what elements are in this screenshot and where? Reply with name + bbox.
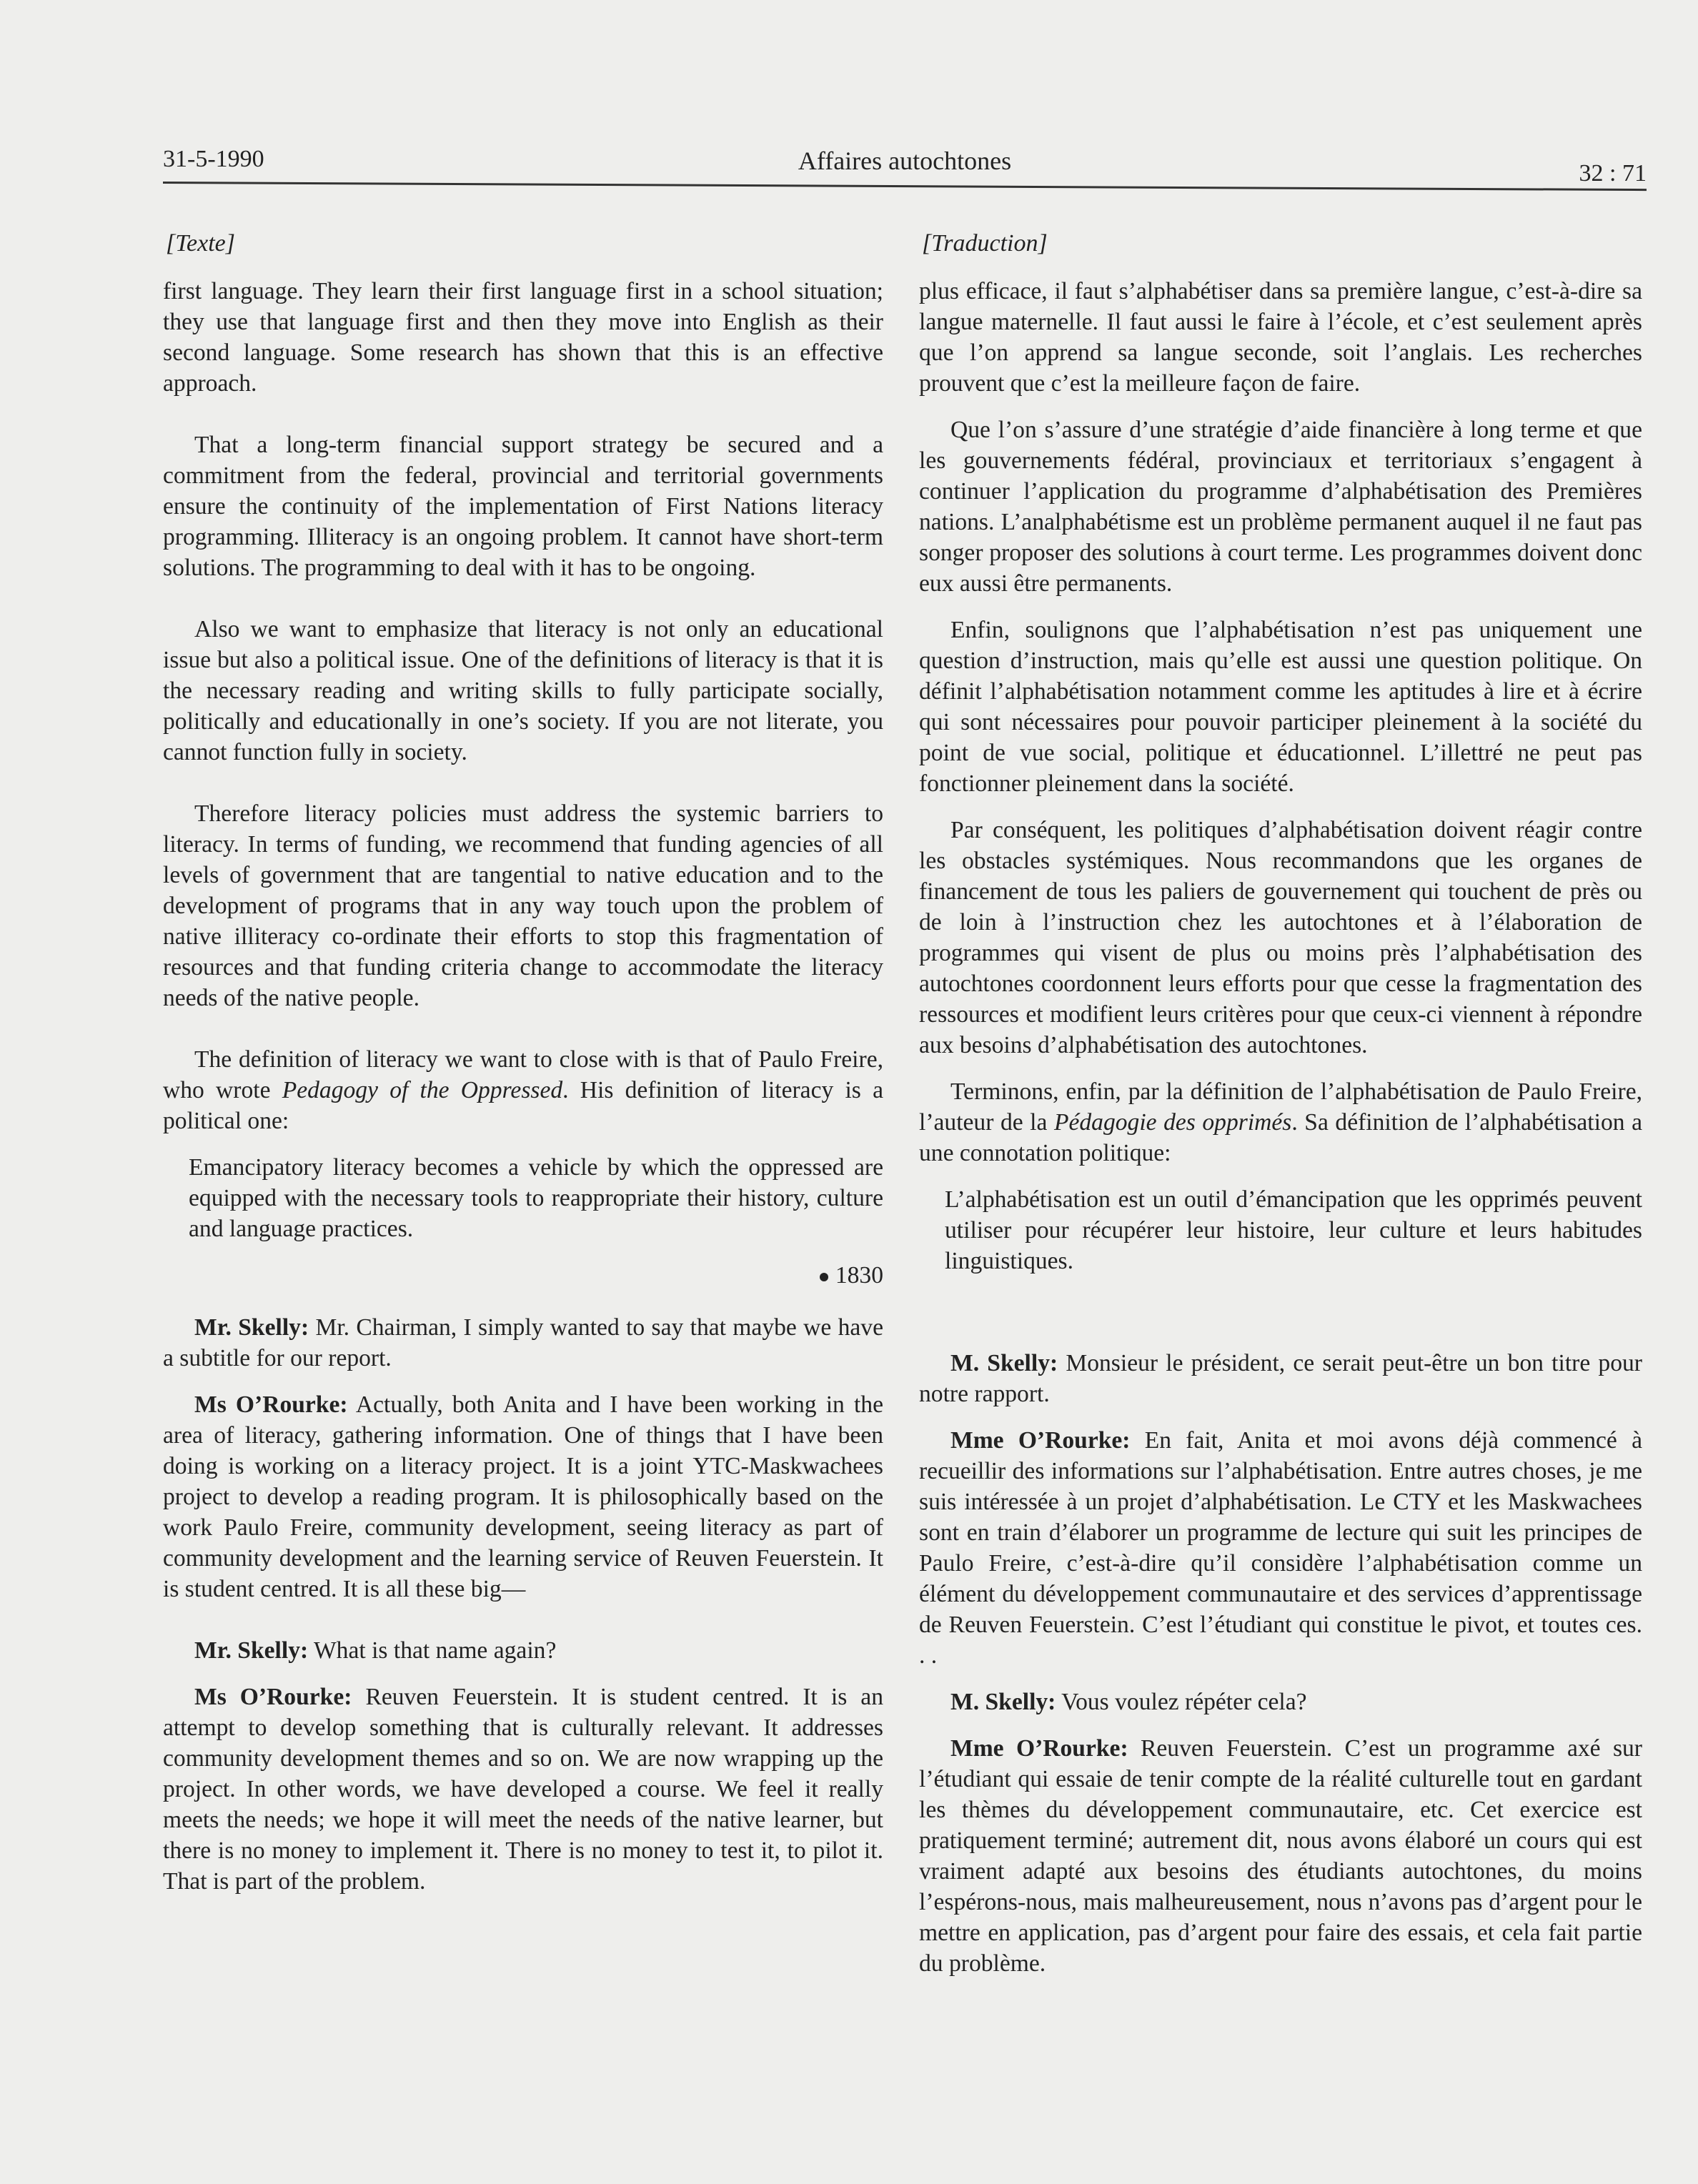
speaker-turn [163,1389,883,1604]
speaker-name: M. Skelly: [950,1350,1058,1376]
paragraph: That a long-term financial support strategy be secured and a commitment from the federal, provincial and territorial governments ensure the continuity of the implementation of First Nations literacy programming. Illiteracy is an ongoing problem. It cannot have short-term solutions. The programming to deal with it has to be ongoing. [163,432,883,581]
header-title: Affaires autochtones [798,147,1012,175]
speech-text: Mr. Chairman, I simply wanted to say that maybe we have a subtitle for our report. [163,1314,883,1371]
paragraph: Que l’on s’assure d’une stratégie d’aide financière à long terme et que les gouvernements fédéral, provinciaux et territoriaux s’engagent à continuer l’application du programme d’alphabétisation des Premières nations. L’analphabétisme est un problème permanent auquel il ne faut pas songer proposer des solutions à court terme. Les programmes doivent donc eux aussi être permanents. [919,417,1642,597]
timestamp-text: 1830 [835,1262,883,1289]
speech-text: Actually, both Anita and I have been working in the area of literacy, gathering information. One of things that I have been doing is working on a literacy project. It is a joint YTC-Maskwachees project to develop a reading program. It is philosophically based on the work Paulo Freire, community development, seeing literacy as part of community development and the learning service of Reuven Feuerstein. It is student centred. It is all these big— [163,1391,883,1602]
speech-text: En fait, Anita et moi avons déjà commencé à recueillir des informations sur l’alphabétisation. Entre autres choses, je me suis intéressée à un projet d’alphabétisation. Le CTY et les Maskwachees sont en train d’élaborer un programme de lecture qui suit les principes de Paulo Freire, c’est-à-dire qu’il considère l’alphabétisation comme un élément du développement communautaire et des services d’apprentissage de Reuven Feuerstein. C’est l’étudiant qui constitue le pivot, et toutes ces. . . [919,1427,1642,1669]
speech-text: Reuven Feuerstein. It is student centred. It is an attempt to develop something that is culturally relevant. It addresses community development themes and so on. We are now wrapping up the project. In other words, we have developed a course. We feel it really meets the needs; we hope it will meet the needs of the native learner, but there is no money to implement it. There is no money to test it, to pilot it. That is part of the problem. [163,1684,883,1895]
column-label-texte: [Texte] [166,230,235,257]
paragraph: Therefore literacy policies must address the systemic barriers to literacy. In terms of funding, we recommend that funding agencies of all levels of government that are tangential to native education and to the development of programs that in any way touch upon the problem of native illiteracy co-ordinate their efforts to stop this fragmentation of resources and that funding criteria change to accommodate the literacy needs of the native people. [163,800,883,1011]
speaker-turn [163,1312,883,1374]
header-page-number: 32 : 71 [1579,160,1647,187]
speech-text: Reuven Feuerstein. C’est un programme axé sur l’étudiant qui essaie de tenir compte de la réalité culturelle tout en gardant les thèmes du développement communautaire, etc. Cet exercice est pratiquement terminé; autrement dit, nous avons élaboré un cours qui est vraiment adapté aux besoins des étudiants autochtones, du moins l’espérons-nous, mais malheureusement, nous n’avons pas d’argent pour le mettre en application, pas d’argent pour faire des essais, et cela fait partie du problème. [919,1735,1642,1977]
speech-text: Monsieur le président, ce serait peut-être un bon titre pour notre rapport. [919,1350,1642,1407]
english-column [163,227,883,2157]
speaker-turn [919,1425,1642,1671]
french-column [919,227,1642,2157]
speaker-name: Mme O’Rourke: [950,1735,1128,1762]
paragraph: Enfin, soulignons que l’alphabétisation n’est pas uniquement une question d’instruction, mais qu’elle est aussi une question politique. On définit l’alphabétisation notamment comme les aptitudes à lire et à écrire qui sont nécessaires pour pouvoir participer pleinement à la société du point de vue social, politique et éducationnel. L’illettré ne peut pas fonctionner pleinement dans la société. [919,617,1642,797]
speaker-turn [163,1635,883,1666]
speaker-name: M. Skelly: [950,1689,1056,1715]
paragraph: first language. They learn their first language first in a school situation; they use that language first and then they move into English as their second language. Some research has shown that this is an effective approach. [163,278,883,397]
speaker-turn [919,1348,1642,1409]
speaker-name: Ms O’Rourke: [194,1391,348,1418]
speaker-turn [163,1682,883,1897]
paragraph: Par conséquent, les politiques d’alphabétisation doivent réagir contre les obstacles systémiques. Nous recommandons que les organes de financement de tous les paliers de gouvernement qui touchent de près ou de loin à l’instruction chez les autochtones et à l’élaboration de programmes qui visent de plus ou moins près l’alphabétisation des autochtones coordonnent leurs efforts pour que cesse la fragmentation des ressources et modifient leurs critères pour que ceux-ci viennent à répondre aux besoins d’alphabétisation des autochtones. [919,817,1642,1058]
speaker-turn [919,1733,1642,1979]
speech-text: Vous voulez répéter cela? [1056,1689,1307,1715]
paragraph-text: . Sa définition de l’alphabétisation a une connotation politique: [919,1109,1642,1166]
bullet-icon [820,1273,828,1281]
paragraph-text: . His definition of literacy is a political one: [163,1077,883,1134]
paragraph: Also we want to emphasize that literacy is not only an educational issue but also a political issue. One of the definitions of literacy is that it is the necessary reading and writing skills to fully participate socially, politically and educationally in one’s society. If you are not literate, you cannot function fully in society. [163,616,883,765]
column-label-traduction: [Traduction] [922,230,1048,257]
speaker-turn [919,1687,1642,1717]
paragraph-text: Terminons, enfin, par la définition de l’alphabétisation de Paulo Freire, l’auteur de la [919,1078,1642,1136]
speech-text: What is that name again? [308,1637,557,1664]
paragraph [919,1076,1642,1168]
block-quote: L’alphabétisation est un outil d’émancipation que les opprimés peuvent utiliser pour récupérer leur histoire, leur culture et leurs habitudes linguistiques. [945,1186,1642,1274]
book-title: Pedagogy of the Oppressed [282,1077,563,1103]
header-date: 31-5-1990 [163,146,264,172]
paragraph [163,1044,883,1136]
timestamp [163,1260,883,1291]
speaker-name: Ms O’Rourke: [194,1684,352,1710]
paragraph: plus efficace, il faut s’alphabétiser dans sa première langue, c’est-à-dire sa langue maternelle. Il faut aussi le faire à l’école, et c’est seulement après que l’on apprend sa langue seconde, soit l’anglais. Les recherches prouvent que c’est la meilleure façon de faire. [919,278,1642,397]
paragraph-text: The definition of literacy we want to close with is that of Paulo Freire, who wrote [163,1046,883,1103]
block-quote: Emancipatory literacy becomes a vehicle by which the oppressed are equipped with the necessary tools to reappropriate their history, culture and language practices. [189,1154,883,1242]
speaker-name: Mr. Skelly: [194,1314,309,1341]
book-title: Pédagogie des opprimés [1053,1109,1292,1136]
speaker-name: Mr. Skelly: [194,1637,309,1664]
speaker-name: Mme O’Rourke: [950,1427,1131,1454]
